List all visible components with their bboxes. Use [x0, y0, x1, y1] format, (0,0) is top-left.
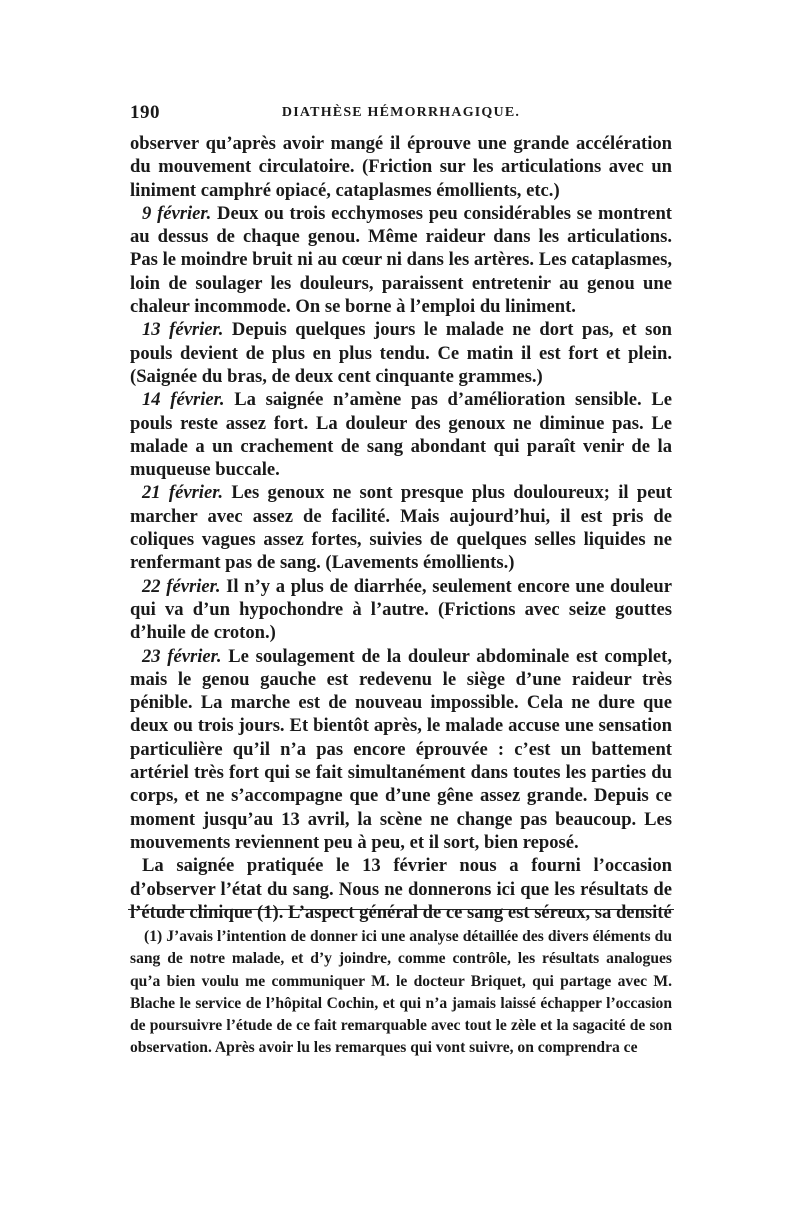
entry-text: Les genoux ne sont presque plus douloureux; il peut marcher avec assez de facilité. Mais aujourd’hui, il est pris de coliques vagues assez fortes, suivies de quelques selles liquides ne renfermant pas de sang. (Lavements émollients.) — [130, 482, 673, 574]
entry-text: Il n’y a plus de diarrhée, seulement encore une douleur qui va d’un hypochondre à l’autre. (Frictions avec seize gouttes d’huile de croton.) — [130, 575, 672, 644]
paragraph-saignee: La saignée pratiquée le 13 février nous a fourni l’occasion d’observer l’état du sang. Nous ne donnerons ici que les résultats de l’étude clinique (1). L’aspect général de ce sang est séreux, sa densité — [130, 855, 672, 923]
running-title: DIATHÈSE HÉMORRHAGIQUE. — [281, 105, 521, 120]
entry-date: 14 février. — [142, 389, 225, 411]
entry-14-fevrier — [130, 388, 672, 481]
entry-9-fevrier — [130, 202, 672, 318]
entry-13-fevrier — [130, 318, 672, 388]
page-number: 190 — [130, 102, 160, 123]
entry-date: 13 février. — [142, 319, 224, 341]
entry-date: 23 février. — [142, 645, 222, 667]
entry-21-fevrier — [130, 481, 672, 574]
entry-23-fevrier — [130, 645, 672, 855]
entry-date: 9 février. — [142, 202, 212, 224]
entry-date: 21 février. — [142, 482, 224, 504]
entry-text: Deux ou trois ecchymoses peu considérables se montrent au dessus de chaque genou. Même raideur dans les articulations. Pas le moindre bruit ni au cœur ni dans les artères. Les cataplasmes, loin de soulager les douleurs, paraissent entretenir au genou une chaleur incommode. On se borne à l’emploi du liniment. — [130, 202, 673, 318]
entry-text: Depuis quelques jours le malade ne dort pas, et son pouls devient de plus en plus tendu. Ce matin il est fort et plein. (Saignée du bras, de deux cent cinquante grammes.) — [130, 319, 672, 387]
entry-date: 22 février. — [142, 575, 221, 597]
entry-22-fevrier — [130, 575, 672, 645]
entry-text: Le soulagement de la douleur abdominale est complet, mais le genou gauche est redevenu le siège d’une raideur très pénible. La marche est de nouveau impossible. Cela ne dure que deux ou trois jours. Et bientôt après, le malade accuse une sensation particulière qu’il n’a pas encore éprouvée : c’est un battement artériel très fort qui se fait simultanément dans toutes les parties du corps, et ne s’accompagne que d’une gêne assez grande. Depuis ce moment jusqu’au 13 avril, la scène ne change pas beaucoup. Les mouvements reviennent peu à peu, et il sort, bien reposé. — [130, 645, 672, 853]
main-text — [130, 132, 672, 924]
paragraph-continuation: observer qu’après avoir mangé il éprouve une grande accélération du mouvement circulatoire. (Friction sur les articulations avec un liniment camphré opiacé, cataplasmes émollients, etc.) — [130, 133, 672, 201]
page-header — [130, 102, 672, 126]
footnote-separator — [128, 909, 674, 910]
footnote-text: (1) J’avais l’intention de donner ici une analyse détaillée des divers éléments du sang de notre malade, et d’y joindre, comme contrôle, les résultats analogues qu’a bien voulu me communiquer M. le docteur Briquet, qui partage avec M. Blache le service de l’hôpital Cochin, et qui n’a jamais laissé échapper l’occasion de poursuivre l’étude de ce fait remarquable avec tout le zèle et la sagacité de son observation. Après avoir lu les remarques qui vont suivre, on comprendra ce — [130, 928, 672, 1057]
entry-text: La saignée n’amène pas d’amélioration sensible. Le pouls reste assez fort. La douleur des genoux ne diminue pas. Le malade a un crachement de sang abondant qui paraît venir de la muqueuse buccale. — [130, 389, 672, 481]
footnote — [130, 926, 672, 1060]
